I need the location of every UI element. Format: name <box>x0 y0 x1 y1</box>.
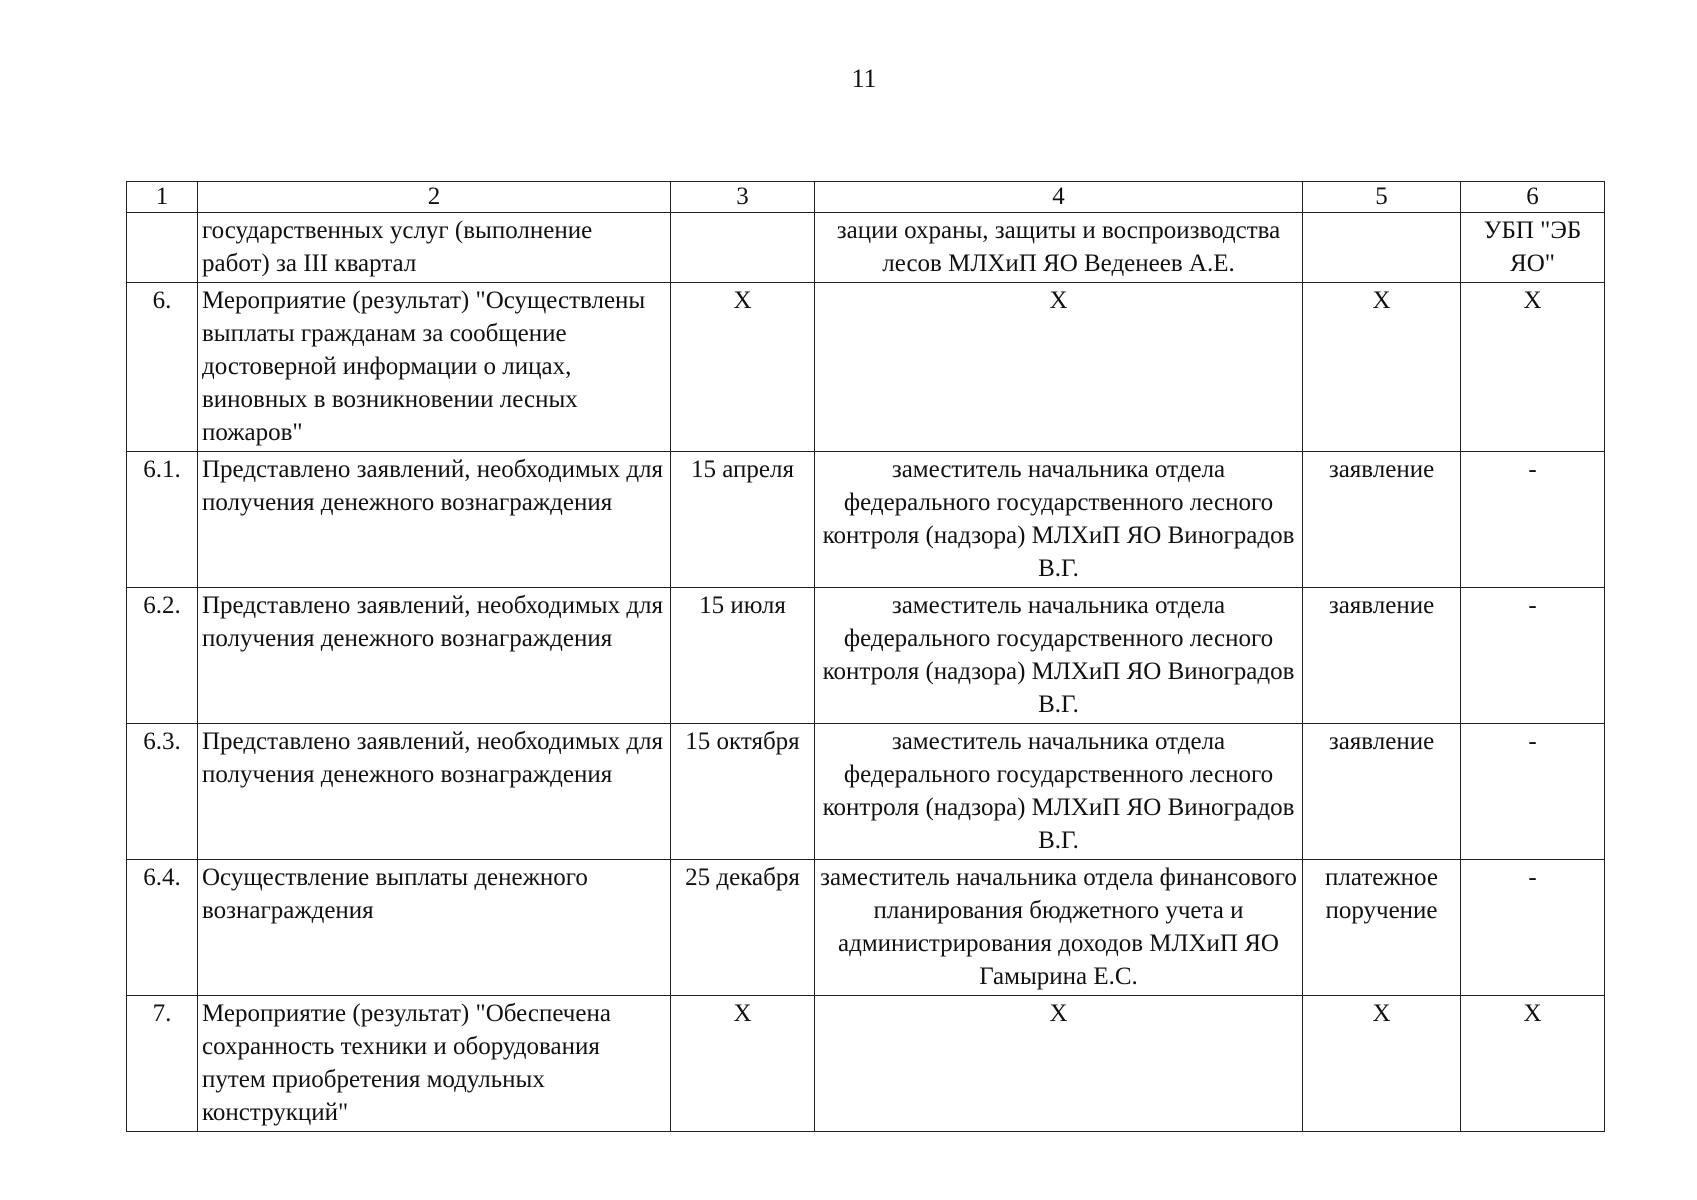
page-number: 11 <box>851 64 877 93</box>
row-date: Х <box>671 283 815 452</box>
column-header: 1 <box>127 182 198 213</box>
column-header: 6 <box>1461 182 1605 213</box>
table-row <box>127 283 1605 452</box>
table-row <box>127 724 1605 860</box>
column-header: 5 <box>1303 182 1461 213</box>
row-col6: - <box>1461 452 1605 588</box>
row-col6: УБП "ЭБ ЯО" <box>1461 213 1605 283</box>
row-responsible: заместитель начальника отдела финансового планирования бюджетного учета и администрирования доходов МЛХиП ЯО Гамырина Е.С. <box>815 860 1303 996</box>
row-col6: - <box>1461 724 1605 860</box>
row-col6: - <box>1461 860 1605 996</box>
row-description: Представлено заявлений, необходимых для получения денежного вознаграждения <box>198 452 671 588</box>
row-number: 7. <box>127 996 198 1132</box>
row-col6: Х <box>1461 996 1605 1132</box>
row-number <box>127 213 198 283</box>
plan-table <box>126 181 1605 1132</box>
row-number: 6.2. <box>127 588 198 724</box>
row-description: государственных услуг (выполнение работ) за III квартал <box>198 213 671 283</box>
row-date: Х <box>671 996 815 1132</box>
column-header: 3 <box>671 182 815 213</box>
row-responsible: заместитель начальника отдела федерального государственного лесного контроля (надзора) МЛХиП ЯО Виноградов В.Г. <box>815 724 1303 860</box>
row-responsible: Х <box>815 283 1303 452</box>
row-date: 15 июля <box>671 588 815 724</box>
row-responsible: Х <box>815 996 1303 1132</box>
row-document: заявление <box>1303 724 1461 860</box>
row-number: 6. <box>127 283 198 452</box>
table-row <box>127 996 1605 1132</box>
row-description: Представлено заявлений, необходимых для получения денежного вознаграждения <box>198 724 671 860</box>
row-date <box>671 213 815 283</box>
row-responsible: заместитель начальника отдела федерального государственного лесного контроля (надзора) МЛХиП ЯО Виноградов В.Г. <box>815 588 1303 724</box>
row-col6: - <box>1461 588 1605 724</box>
column-header: 2 <box>198 182 671 213</box>
row-date: 25 декабря <box>671 860 815 996</box>
row-responsible: зации охраны, защиты и воспроизводства лесов МЛХиП ЯО Веденеев А.Е. <box>815 213 1303 283</box>
table-row <box>127 588 1605 724</box>
row-col6: Х <box>1461 283 1605 452</box>
table-header-row <box>127 182 1605 213</box>
row-description: Мероприятие (результат) "Обеспечена сохранность техники и оборудования путем приобретения модульных конструкций" <box>198 996 671 1132</box>
table-row <box>127 213 1605 283</box>
row-number: 6.3. <box>127 724 198 860</box>
row-description: Мероприятие (результат) "Осуществлены выплаты гражданам за сообщение достоверной информации о лицах, виновных в возникновении лесных пожаров" <box>198 283 671 452</box>
row-document: заявление <box>1303 452 1461 588</box>
row-description: Осуществление выплаты денежного вознаграждения <box>198 860 671 996</box>
table-row <box>127 452 1605 588</box>
column-header: 4 <box>815 182 1303 213</box>
row-description: Представлено заявлений, необходимых для получения денежного вознаграждения <box>198 588 671 724</box>
row-number: 6.1. <box>127 452 198 588</box>
row-document: заявление <box>1303 588 1461 724</box>
row-document: Х <box>1303 283 1461 452</box>
row-date: 15 октября <box>671 724 815 860</box>
row-document: Х <box>1303 996 1461 1132</box>
table-row <box>127 860 1605 996</box>
row-date: 15 апреля <box>671 452 815 588</box>
row-document: платежное поручение <box>1303 860 1461 996</box>
row-responsible: заместитель начальника отдела федерального государственного лесного контроля (надзора) МЛХиП ЯО Виноградов В.Г. <box>815 452 1303 588</box>
row-document <box>1303 213 1461 283</box>
row-number: 6.4. <box>127 860 198 996</box>
